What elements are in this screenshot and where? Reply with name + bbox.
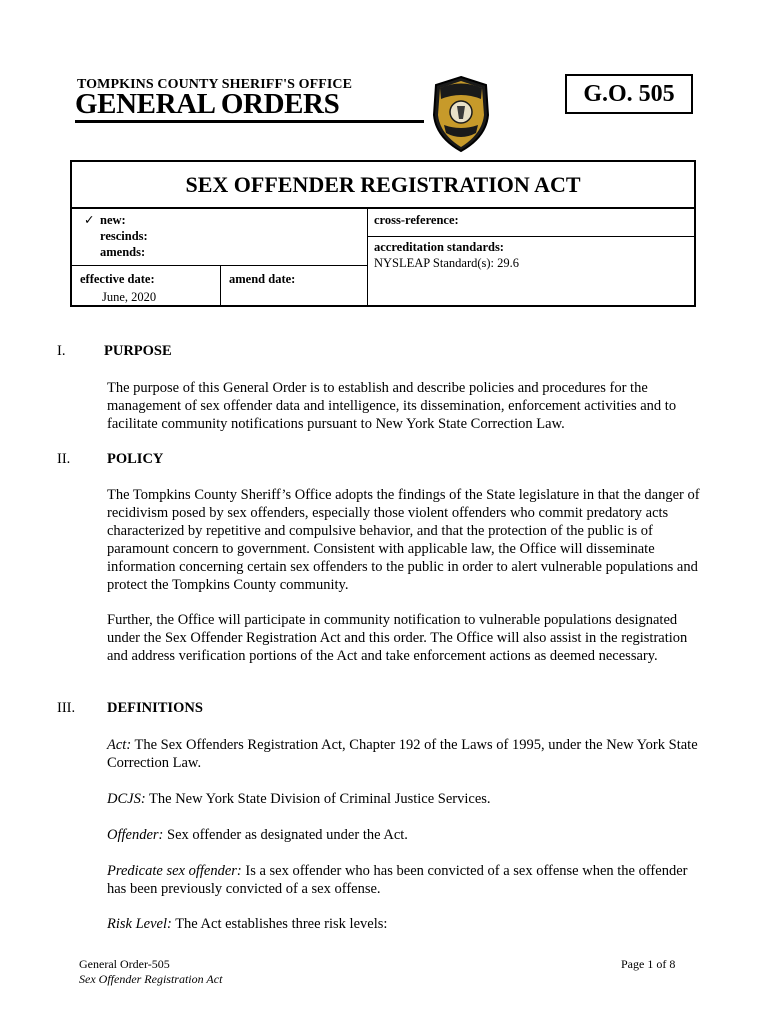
definition-text: Sex offender as designated under the Act.: [163, 827, 408, 843]
section-heading-purpose: PURPOSE: [104, 343, 172, 359]
header-rule: [75, 120, 424, 123]
definition-term: Risk Level:: [107, 916, 172, 932]
amend-date-label: amend date:: [229, 272, 296, 286]
section-heading-definitions: DEFINITIONS: [107, 700, 203, 716]
definition-item: [107, 736, 707, 772]
footer-doc-id: General Order-505: [79, 957, 170, 971]
definition-item: [107, 826, 707, 844]
document-title: SEX OFFENDER REGISTRATION ACT: [70, 160, 696, 208]
amends-label: amends:: [100, 245, 146, 259]
definition-term: Act:: [107, 737, 132, 753]
section-number: III.: [57, 700, 76, 716]
section-heading-policy: POLICY: [107, 451, 164, 467]
purpose-text: The purpose of this General Order is to establish and describe policies and procedures for the management of sex offender data and intelligence, its dissemination, enforcement activities and to facilitate community notifications pursuant to New York State Correction Law.: [107, 380, 677, 432]
page-number: Page 1 of 8: [621, 957, 676, 971]
metadata-table: [70, 207, 696, 307]
definition-term: Offender:: [107, 827, 164, 843]
footer-doc-name: Sex Offender Registration Act: [79, 972, 223, 986]
definition-item: [107, 790, 707, 808]
table-divider: [367, 236, 694, 237]
rescinds-label: rescinds:: [100, 229, 148, 243]
definition-text: Is a sex offender who has been convicted of a sex offense when the offender has been previously convicted of a sex offense.: [107, 863, 688, 897]
definition-term: Predicate sex offender:: [107, 863, 242, 879]
accreditation-label: accreditation standards:: [374, 240, 504, 254]
series-title: GENERAL ORDERS: [75, 88, 340, 120]
cross-reference-label: cross-reference:: [374, 213, 459, 227]
definition-item: [107, 915, 707, 933]
table-divider: [220, 265, 221, 305]
definition-text: The New York State Division of Criminal Justice Services.: [145, 791, 491, 807]
policy-paragraph-1: The Tompkins County Sheriff’s Office adopts the findings of the State legislature in that the danger of recidivism posed by sex offenders, especially those violent offenders who commit predatory acts characterized by repetitive and compulsive behavior, and that the protection of the public is of paramount concern to government. Consistent with applicable law, the Office will disseminate information concerning certain sex offenders to the public in order to alert vulnerable populations and protect the Tompkins County community.: [107, 487, 700, 593]
check-icon: ✓: [84, 213, 95, 227]
definition-term: DCJS:: [107, 791, 146, 807]
sheriff-badge-logo: [430, 75, 492, 153]
policy-paragraph-2: Further, the Office will participate in community notification to vulnerable populations designated under the Sex Offender Registration Act and this order. The Office will also assist in the registration and address verification portions of the Act and take enforcement actions as deemed necessary.: [107, 612, 688, 664]
section-number: I.: [57, 343, 66, 359]
order-number-box: G.O. 505: [565, 74, 693, 114]
accreditation-value: NYSLEAP Standard(s): 29.6: [374, 256, 520, 270]
definition-item: [107, 862, 707, 898]
organization-name: TOMPKINS COUNTY SHERIFF'S OFFICE: [77, 77, 353, 92]
effective-date-value: June, 2020: [102, 290, 157, 304]
definition-text: The Act establishes three risk levels:: [171, 916, 388, 932]
new-label: new:: [100, 213, 126, 227]
definition-text: The Sex Offenders Registration Act, Chapter 192 of the Laws of 1995, under the New York State Correction Law.: [107, 737, 698, 771]
effective-date-label: effective date:: [80, 272, 155, 286]
table-divider: [367, 209, 368, 305]
section-number: II.: [57, 451, 71, 467]
